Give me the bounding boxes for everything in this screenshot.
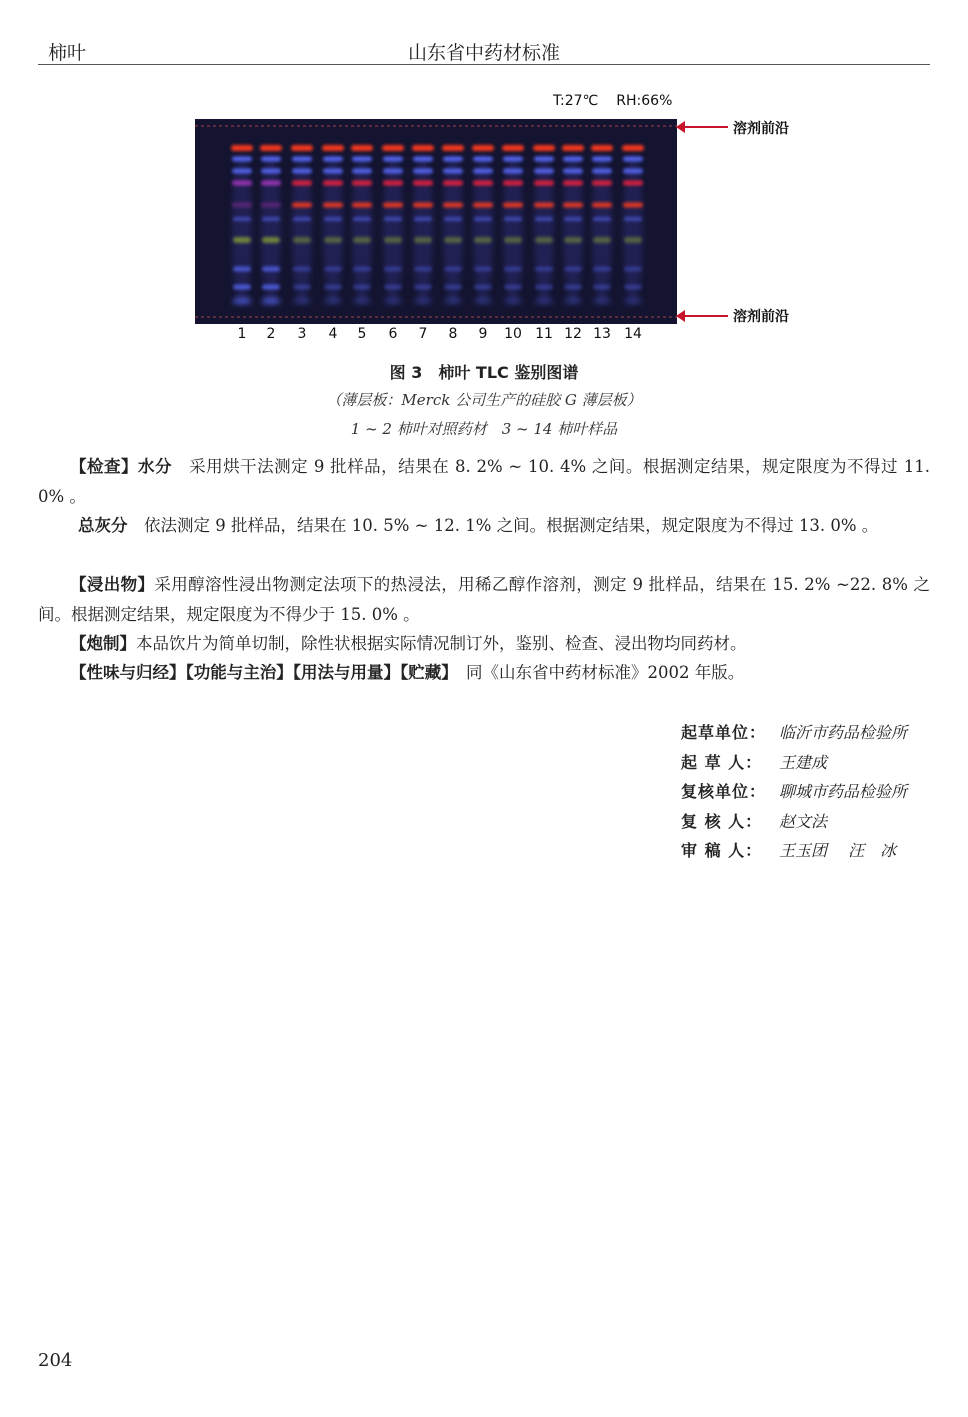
check-heading: 【检查】	[70, 457, 139, 476]
figure-caption-title	[0, 360, 968, 383]
spot-blue-base	[233, 298, 251, 304]
spot-blue	[563, 157, 583, 162]
spot-blue	[503, 157, 523, 162]
lane-streak	[592, 154, 612, 304]
header-book-title: 山东省中药材标准	[407, 42, 560, 64]
extract-text: 采用醇溶性浸出物测定法项下的热浸法，用稀乙醇作溶剂，测定 9 批样品，结果在 15. 2% ~22. 8% 之间。根据测定结果，规定限度为不得少于 15. 0% 。	[38, 575, 930, 624]
spot-blue-low	[293, 285, 311, 290]
spot-green	[353, 237, 371, 243]
spot-blue-mid	[384, 217, 402, 221]
lane-number: 1	[237, 326, 247, 342]
lane-number: 3	[297, 326, 307, 342]
credit-label: 起 草 人：	[681, 752, 763, 772]
lane-number: 4	[328, 326, 338, 342]
credit-row	[681, 718, 907, 748]
spot-mid	[592, 181, 612, 186]
spot-blue-mid	[414, 217, 432, 221]
spot-red-top	[562, 145, 584, 151]
spot-red-low	[323, 203, 343, 208]
spot-red-low	[592, 203, 612, 208]
lane-streak	[443, 154, 463, 304]
lane-number: 13	[593, 326, 611, 342]
misc-heading: 【性味与归经】【功能与主治】【用法与用量】【贮藏】	[70, 663, 450, 682]
spot-blue-low	[324, 267, 342, 272]
spot-blue	[261, 169, 281, 174]
lane-streak	[534, 154, 554, 304]
spot-blue-base	[324, 298, 342, 304]
spot-green	[262, 237, 280, 243]
credit-label: 复 核 人：	[681, 811, 763, 831]
spot-mid	[563, 181, 583, 186]
spot-blue-mid	[535, 217, 553, 221]
spot-red-top	[231, 145, 253, 151]
spot-blue	[443, 169, 463, 174]
spot-blue-low	[384, 285, 402, 290]
spot-blue-base	[504, 298, 522, 304]
credit-row	[681, 777, 907, 807]
credit-value: 赵文法	[779, 811, 828, 831]
spot-mid	[352, 181, 372, 186]
spot-green	[535, 237, 553, 243]
spot-blue-low	[624, 267, 642, 272]
spot-red-low	[503, 203, 523, 208]
spot-blue	[592, 157, 612, 162]
spot-blue-low	[384, 267, 402, 272]
lane-number: 10	[504, 326, 522, 342]
spot-blue	[534, 169, 554, 174]
spot-green	[233, 237, 251, 243]
spot-mid	[534, 181, 554, 186]
spot-red-low	[623, 203, 643, 208]
header-rule	[38, 64, 930, 65]
spot-green	[624, 237, 642, 243]
spot-red-low	[563, 203, 583, 208]
spot-mid	[413, 181, 433, 186]
lane-streak	[383, 154, 403, 304]
spot-blue	[261, 157, 281, 162]
spot-mid	[623, 181, 643, 186]
spot-blue	[592, 169, 612, 174]
spot-blue	[383, 157, 403, 162]
misc-text: 同《山东省中药材标准》2002 年版。	[466, 663, 745, 682]
spot-blue-mid	[324, 217, 342, 221]
spot-mid	[443, 181, 463, 186]
lane-streak	[352, 154, 372, 304]
solvent-front-label-bottom: 溶剂前沿	[733, 309, 789, 325]
solvent-front-arrow-top	[678, 126, 728, 128]
spot-red-top	[591, 145, 613, 151]
spot-blue-low	[535, 267, 553, 272]
spot-mid	[503, 181, 523, 186]
figure-number: 图 3	[389, 363, 423, 382]
credit-value: 王建成	[779, 752, 828, 772]
paragraph-water	[38, 452, 930, 511]
lane-number: 9	[478, 326, 488, 342]
lane-streak	[261, 154, 281, 304]
spot-red-top	[442, 145, 464, 151]
spot-blue-mid	[233, 217, 251, 221]
spot-blue	[323, 157, 343, 162]
temperature-label: T:27℃	[553, 93, 599, 109]
lane-streak	[323, 154, 343, 304]
spot-blue	[323, 169, 343, 174]
spot-mid	[232, 181, 252, 186]
credit-label: 审 稿 人：	[681, 841, 763, 860]
spot-green	[564, 237, 582, 243]
spot-blue-low	[324, 285, 342, 290]
spot-blue-mid	[593, 217, 611, 221]
credit-value: 王玉团 汪 冰	[779, 841, 897, 860]
spot-blue-base	[293, 298, 311, 304]
spot-blue	[383, 169, 403, 174]
spot-blue-low	[353, 267, 371, 272]
spot-green	[293, 237, 311, 243]
spot-red-low	[413, 203, 433, 208]
spot-red-top	[622, 145, 644, 151]
lane-streak	[413, 154, 433, 304]
credits-block	[681, 718, 907, 866]
spot-blue-low	[624, 285, 642, 290]
figure-caption-lanes: 1 ~ 2 柿叶对照药材 3 ~ 14 柿叶样品	[350, 420, 618, 438]
page-number: 204	[38, 1350, 73, 1371]
spot-mid	[261, 181, 281, 186]
spot-blue-base	[474, 298, 492, 304]
tlc-plate-svg	[195, 119, 677, 324]
credit-row	[681, 836, 907, 866]
spot-blue-base	[384, 298, 402, 304]
processing-heading: 【炮制】	[70, 634, 136, 653]
credit-row	[681, 807, 907, 837]
spot-red-low	[352, 203, 372, 208]
spot-blue	[413, 157, 433, 162]
spot-blue-base	[535, 298, 553, 304]
lane-number: 5	[357, 326, 367, 342]
spot-green	[504, 237, 522, 243]
arrowhead-bottom-icon	[676, 310, 685, 322]
spot-red-low	[383, 203, 403, 208]
spot-blue	[232, 157, 252, 162]
spot-blue-low	[564, 285, 582, 290]
spot-blue	[352, 157, 372, 162]
spot-blue-low	[444, 267, 462, 272]
spot-blue-low	[233, 285, 251, 290]
spot-red-top	[291, 145, 313, 151]
lane-streak	[503, 154, 523, 304]
lane-streak	[473, 154, 493, 304]
tlc-conditions	[553, 93, 690, 109]
water-text: 采用烘干法测定 9 批样品，结果在 8. 2% ~ 10. 4% 之间。根据测定结果，规定限度为不得过 11. 0% 。	[38, 457, 931, 506]
ash-text: 依法测定 9 批样品，结果在 10. 5% ~ 12. 1% 之间。根据测定结果，规定限度为不得过 13. 0% 。	[144, 516, 879, 535]
credit-value: 临沂市药品检验所	[779, 723, 908, 742]
spot-blue-low	[593, 285, 611, 290]
spot-blue-low	[504, 285, 522, 290]
spot-blue-low	[593, 267, 611, 272]
lane-number: 2	[266, 326, 276, 342]
spot-blue-mid	[504, 217, 522, 221]
spot-blue-mid	[353, 217, 371, 221]
spot-blue	[473, 169, 493, 174]
lane-number: 8	[448, 326, 458, 342]
paragraph-ash	[38, 511, 930, 541]
spot-blue	[352, 169, 372, 174]
credit-value: 聊城市药品检验所	[779, 782, 908, 801]
spot-blue-low	[444, 285, 462, 290]
lane-streak	[232, 154, 252, 304]
spot-red-top	[502, 145, 524, 151]
spot-blue-low	[414, 267, 432, 272]
spot-blue-mid	[444, 217, 462, 221]
figure-caption-plate: （薄层板：Merck 公司生产的硅胶 G 薄层板）	[326, 391, 642, 409]
paragraph-misc	[38, 658, 930, 688]
spot-blue	[443, 157, 463, 162]
spot-red-low	[473, 203, 493, 208]
extract-heading: 【浸出物】	[70, 575, 155, 594]
spot-blue-low	[262, 267, 280, 272]
spot-blue-low	[474, 267, 492, 272]
spot-blue	[292, 169, 312, 174]
spot-red-top	[382, 145, 404, 151]
spot-blue-base	[593, 298, 611, 304]
lane-number: 7	[418, 326, 428, 342]
spot-red-top	[351, 145, 373, 151]
spot-blue-base	[624, 298, 642, 304]
spot-blue-low	[353, 285, 371, 290]
spot-blue	[623, 169, 643, 174]
credit-label: 起草单位：	[681, 723, 767, 742]
lane-streak	[292, 154, 312, 304]
spot-blue-mid	[564, 217, 582, 221]
spot-red-low	[232, 203, 252, 208]
spot-red-low	[261, 203, 281, 208]
spot-mid	[323, 181, 343, 186]
solvent-front-label-top: 溶剂前沿	[733, 121, 789, 137]
paragraph-extract	[38, 570, 930, 629]
lane-numbers	[228, 326, 648, 346]
spot-blue-base	[353, 298, 371, 304]
spot-blue-base	[444, 298, 462, 304]
spot-blue-low	[293, 267, 311, 272]
figure-title: 柿叶 TLC 鉴别图谱	[438, 363, 579, 382]
lane-number: 11	[535, 326, 553, 342]
spot-blue-mid	[293, 217, 311, 221]
spot-blue-mid	[474, 217, 492, 221]
spot-blue-low	[535, 285, 553, 290]
spot-blue-low	[233, 267, 251, 272]
ash-heading: 总灰分	[78, 516, 128, 535]
credit-row	[681, 748, 907, 778]
spot-green	[384, 237, 402, 243]
processing-text: 本品饮片为简单切制，除性状根据实际情况制订外，鉴别、检查、浸出物均同药材。	[136, 634, 747, 653]
spot-green	[593, 237, 611, 243]
spot-blue-low	[262, 285, 280, 290]
spot-green	[474, 237, 492, 243]
spot-green	[414, 237, 432, 243]
spot-mid	[473, 181, 493, 186]
spot-blue-mid	[262, 217, 280, 221]
spot-green	[324, 237, 342, 243]
spot-red-top	[533, 145, 555, 151]
spot-blue-base	[262, 298, 280, 304]
spot-red-top	[322, 145, 344, 151]
paragraph-processing	[38, 629, 930, 659]
spot-blue	[473, 157, 493, 162]
water-heading: 水分	[138, 457, 173, 476]
spot-blue-mid	[624, 217, 642, 221]
solvent-front-arrow-bottom	[678, 315, 728, 317]
arrowhead-top-icon	[676, 121, 685, 133]
spot-mid	[292, 181, 312, 186]
lane-number: 6	[388, 326, 398, 342]
spot-red-low	[292, 203, 312, 208]
lane-streak	[623, 154, 643, 304]
spot-red-top	[472, 145, 494, 151]
spot-red-top	[412, 145, 434, 151]
lane-streak	[563, 154, 583, 304]
humidity-label: RH:66%	[616, 93, 673, 109]
spot-red-top	[260, 145, 282, 151]
spot-blue-base	[564, 298, 582, 304]
spot-blue	[292, 157, 312, 162]
spot-blue	[623, 157, 643, 162]
spot-blue	[563, 169, 583, 174]
spot-blue-base	[414, 298, 432, 304]
spot-red-low	[534, 203, 554, 208]
spot-red-low	[443, 203, 463, 208]
spot-blue	[413, 169, 433, 174]
spot-blue-low	[504, 267, 522, 272]
lane-number: 14	[624, 326, 642, 342]
spot-blue-low	[564, 267, 582, 272]
spot-mid	[383, 181, 403, 186]
lane-number: 12	[564, 326, 582, 342]
tlc-plate-image	[195, 119, 677, 324]
spot-blue-low	[474, 285, 492, 290]
header-section-title: 柿叶	[48, 42, 87, 64]
spot-blue	[503, 169, 523, 174]
spot-blue-low	[414, 285, 432, 290]
spot-blue	[232, 169, 252, 174]
credit-label: 复核单位：	[681, 782, 767, 801]
spot-blue	[534, 157, 554, 162]
spot-green	[444, 237, 462, 243]
